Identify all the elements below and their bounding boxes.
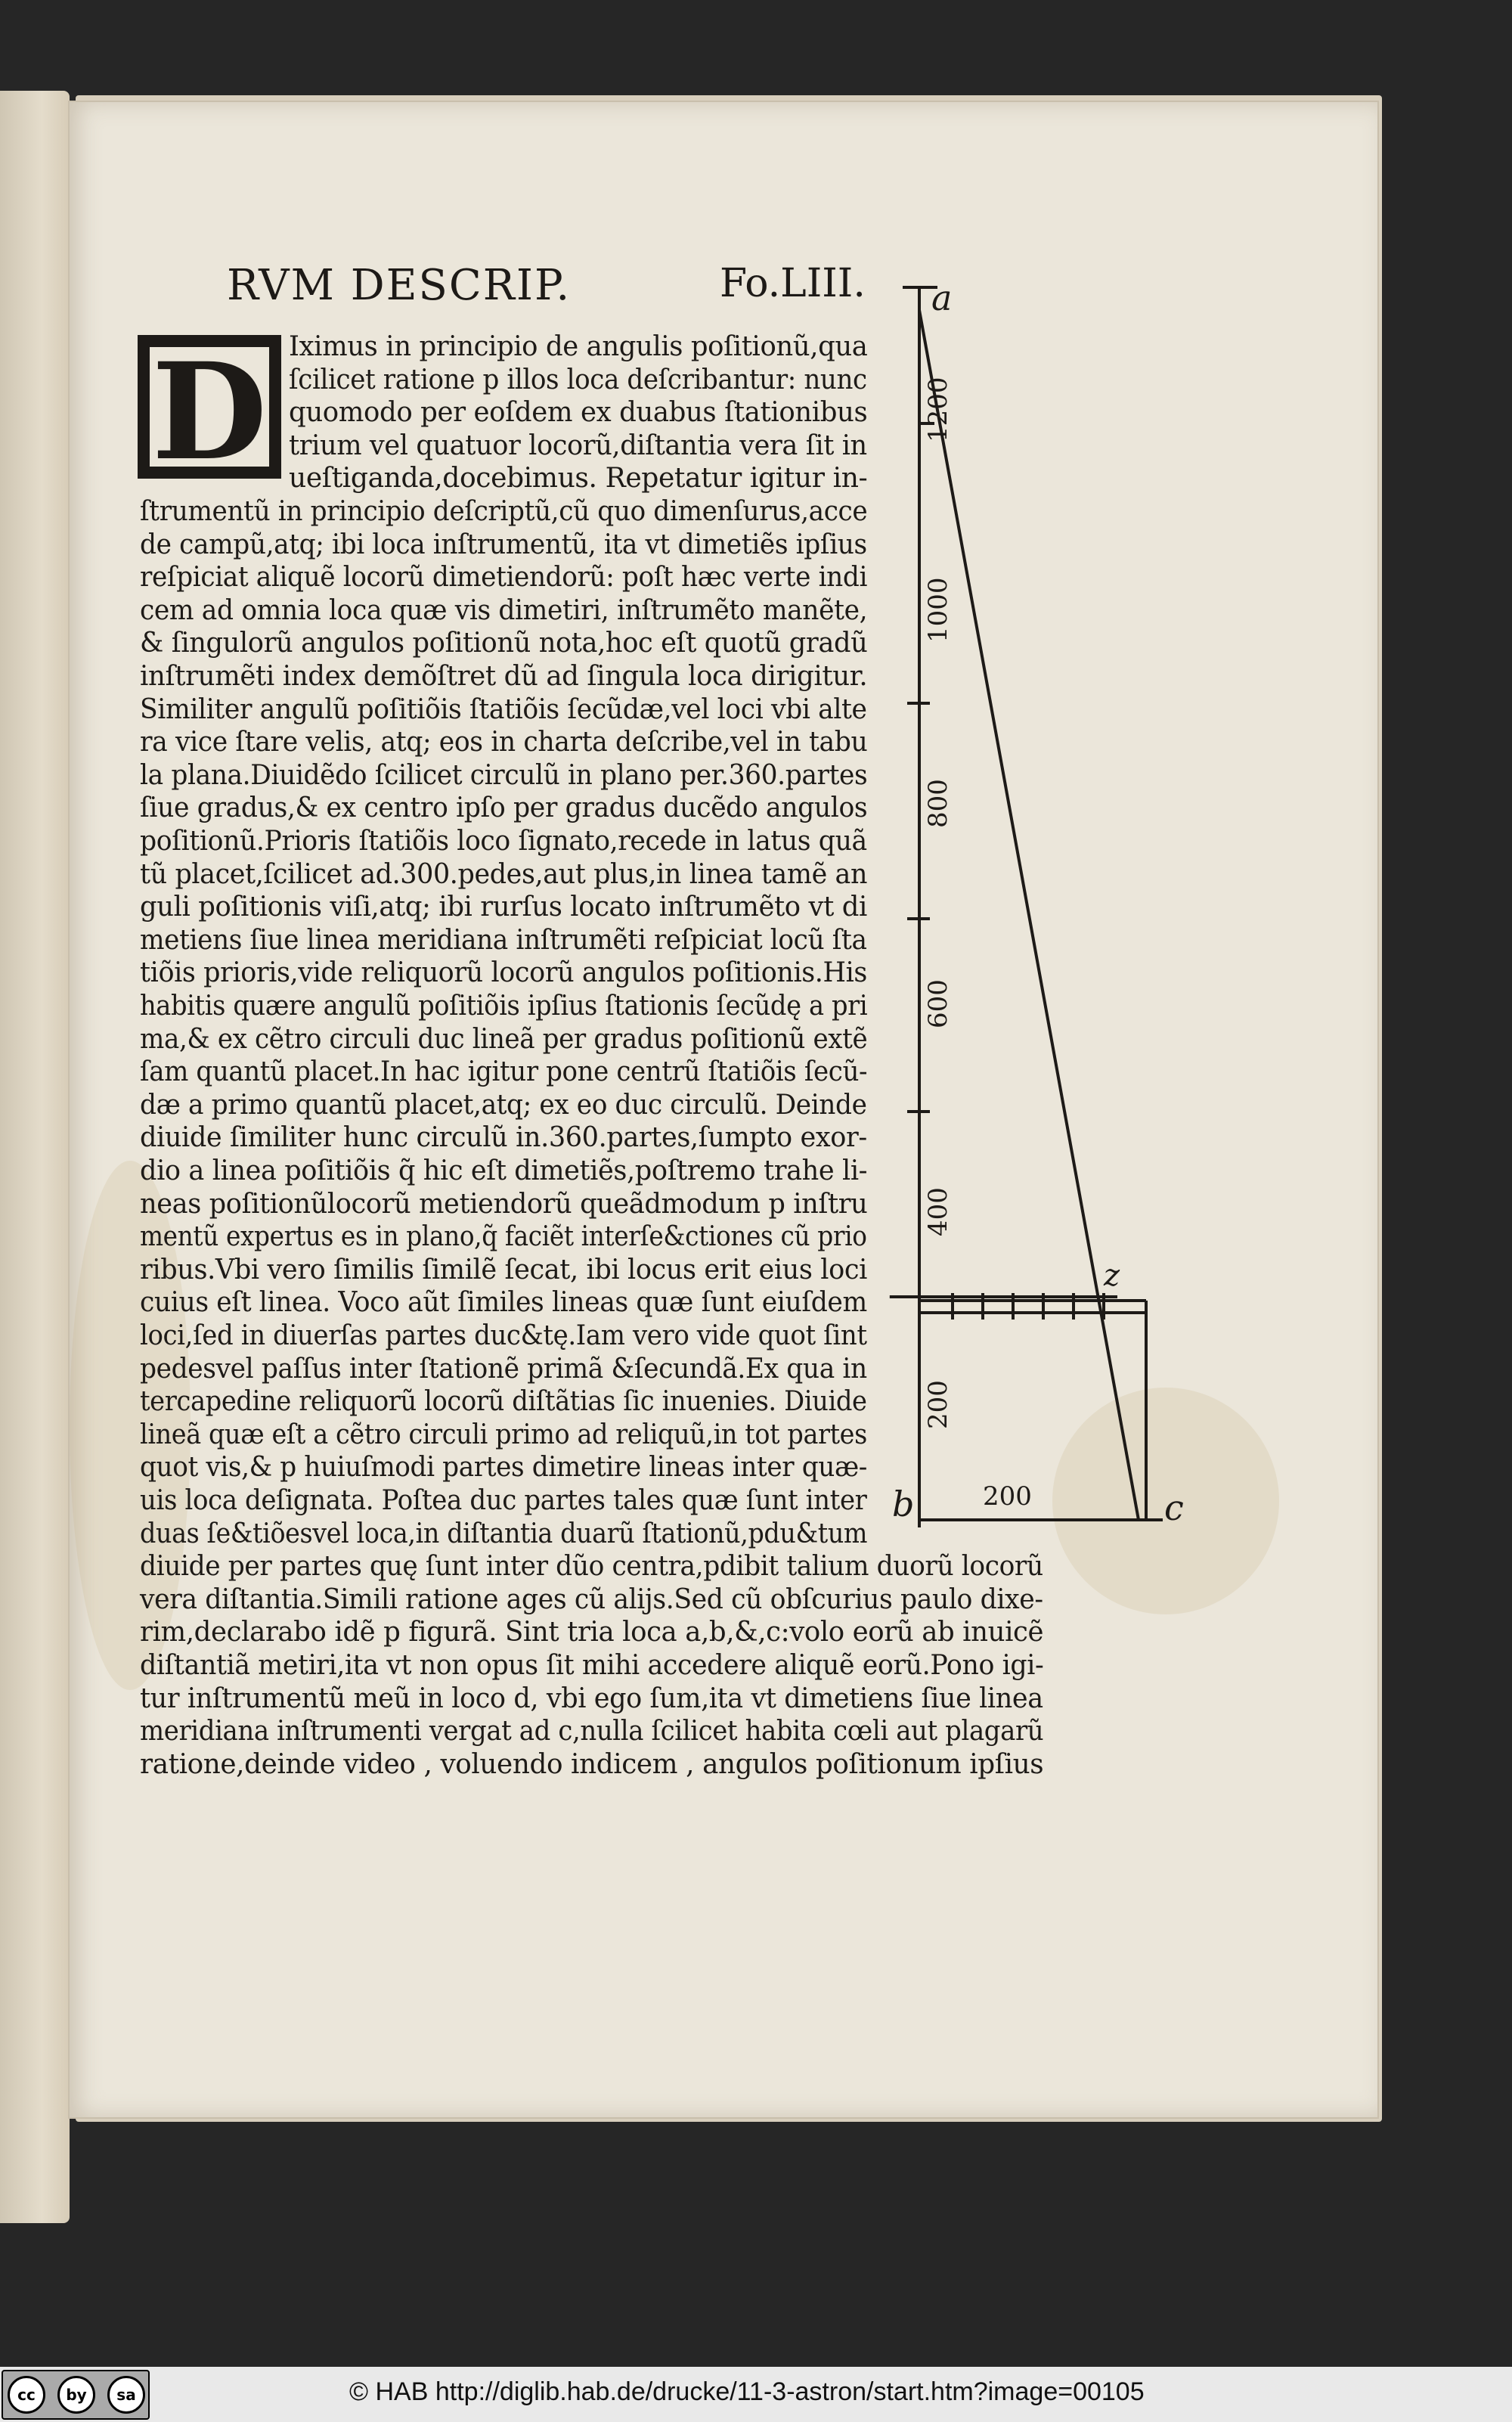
text-line: lineã quæ eſt a cẽtro circuli primo ad reliquũ,in tot partes: [140, 1419, 867, 1450]
label-b: b: [892, 1484, 915, 1524]
text-line: uis loca deſignata. Poſtea duc partes tales quæ ſunt inter: [140, 1485, 867, 1516]
text-line: metiens ſiue linea meridiana inſtrumẽti reſpiciat locũ ſta: [140, 924, 867, 956]
text-line: tercapedine reliquorũ locorũ diſtãtias ſic inuenies. Diuide: [140, 1386, 867, 1418]
scale-label-1200: 1200: [923, 377, 953, 442]
text-line: quomodo per eoſdem ex duabus ſtationibus: [289, 397, 868, 429]
text-line: pedesvel paſſus inter ſtationẽ primã &ſecundã.Ex qua in: [140, 1353, 867, 1385]
text-line: duas ſe&tiõesvel loca,in diſtantia duarũ ſtationũ,pdu&tum: [140, 1518, 868, 1549]
text-line: neas poſitionũlocorũ metiendorũ queãdmodum p inſtru: [140, 1188, 868, 1220]
cc-icon: cc: [8, 2376, 45, 2414]
text-line: diſtantiã metiri,ita vt non opus ſit mihi accedere aliquẽ eorũ.Pono igi-: [140, 1650, 1044, 1681]
scale-label-1000: 1000: [923, 577, 953, 643]
distance-diagram: [877, 272, 1210, 1550]
sight-line-a-c: [919, 310, 1139, 1520]
text-line: guli poſitionis viſi,atq; ibi rurſus locato inſtrumẽto vt di: [140, 892, 867, 923]
text-line: ſcilicet ratione p illos loca deſcribantur: nunc: [289, 364, 867, 395]
text-line: & ſingulorũ angulos poſitionũ nota,hoc eſt quotũ gradũ: [140, 628, 868, 659]
scale-label-800: 800: [923, 779, 953, 828]
text-line: dio a linea poſitiõis q̃ hic eſt dimetiẽs,poſtremo trahe li-: [140, 1155, 868, 1186]
scale-label-600: 600: [923, 979, 953, 1028]
text-line: cuius eſt linea. Voco aũt ſimiles lineas quæ ſunt eiuſdem: [140, 1287, 867, 1319]
facing-page-bleed: [5, 318, 57, 1906]
text-line: mentũ expertus es in plano,q̃ faciẽt interſe&ctiones cũ prio: [140, 1221, 867, 1253]
text-line: la plana.Diuidẽdo ſcilicet circulũ in plano per.360.partes: [140, 759, 868, 791]
text-line: tur inſtrumentũ meũ in loco d, vbi ego ſum,ita vt dimetiens ſiue linea: [140, 1682, 1043, 1714]
text-line: poſitionũ.Prioris ſtatiõis loco ſignato,recede in latus quã: [140, 826, 867, 857]
text-line: ſtrumentũ in principio deſcriptũ,cũ quo dimenſurus,acce: [140, 496, 868, 527]
text-line: habitis quære angulũ poſitiõis ipſius ſtationis ſecũdę a pri: [140, 991, 868, 1022]
text-line: reſpiciat aliquẽ locorũ dimetiendorũ: poſt hæc verte indi: [140, 562, 868, 594]
text-line: Iximus in principio de angulis poſitionũ,qua: [289, 331, 868, 362]
text-line: rim,declarabo idẽ p figurã. Sint tria loca a,b,&,c:volo eorũ ab inuicẽ: [140, 1617, 1044, 1648]
by-icon: by: [57, 2376, 95, 2414]
text-line: ueſtiganda,docebimus. Repetatur igitur in-: [289, 463, 868, 495]
attribution-text: © HAB http://diglib.hab.de/drucke/11-3-astron/start.htm?image=00105: [349, 2377, 1145, 2406]
label-z: z: [1104, 1258, 1120, 1293]
text-line: ſam quantũ placet.In hac igitur pone centrũ ſtatiõis ſecũ-: [140, 1056, 868, 1088]
facing-page-edge: [0, 91, 70, 2223]
text-line: meridiana inſtrumenti vergat ad c,nulla ſcilicet habita cœli aut plagarũ: [140, 1716, 1044, 1747]
text-line: ribus.Vbi vero ſimilis ſimilẽ ſecat, ibi locus erit eius loci: [140, 1254, 867, 1285]
scale-label-400: 400: [923, 1187, 953, 1236]
text-line: Similiter angulũ poſitiõis ſtatiõis ſecũdæ,vel loci vbi alte: [140, 693, 867, 725]
initial-letter: D: [151, 333, 268, 490]
text-line: cem ad omnia loca quæ vis dimetiri, inſtrumẽto manẽte,: [140, 594, 868, 626]
folio-number: Fo.LIII.: [720, 261, 866, 306]
label-c: c: [1164, 1487, 1184, 1528]
text-line: trium vel quatuor locorũ,diſtantia vera ſit in: [289, 430, 867, 461]
decorated-initial: [138, 333, 281, 490]
base-label-200: 200: [983, 1481, 1032, 1512]
text-line: tiõis prioris,vide reliquorũ locorũ angulos poſitionis.His: [140, 957, 867, 989]
text-line: ratione,deinde video , voluendo indicem , angulos poſitionum ipſius: [140, 1748, 1044, 1780]
text-line: vera diſtantia.Simili ratione ages cũ alijs.Sed cũ obſcurius paulo dixe-: [140, 1583, 1043, 1615]
scale-label-200: 200: [923, 1380, 953, 1429]
text-line: loci,ſed in diuerſas partes duc&tę.Iam vero vide quot ſint: [140, 1320, 867, 1351]
text-line: ma,& ex cẽtro circuli duc lineã per gradus poſitionũ extẽ: [140, 1023, 868, 1055]
text-line: ra vice ſtare velis, atq; eos in charta deſcribe,vel in tabu: [140, 727, 868, 758]
text-line: de campũ,atq; ibi loca inſtrumentũ, ita vt dimetiẽs ipſius: [140, 529, 867, 560]
running-head: RVM DESCRIP.: [227, 261, 572, 310]
license-badge[interactable]: [2, 2370, 150, 2420]
text-line: dæ a primo quantũ placet,atq; ex eo duc circulũ. Deinde: [140, 1089, 867, 1121]
text-line: diuide per partes quę ſunt inter dũo centra,pdibit talium duorũ locorũ: [140, 1551, 1043, 1583]
text-line: ſiue gradus,& ex centro ipſo per gradus ducẽdo angulos: [140, 792, 868, 824]
text-line: diuide ſimiliter hunc circulũ in.360.partes,ſumpto exor-: [140, 1122, 867, 1154]
text-line: inſtrumẽti index demõſtret dũ ad ſingula loca dirigitur.: [140, 661, 868, 692]
text-line: quot vis,& p huiuſmodi partes dimetire lineas inter quæ-: [140, 1452, 867, 1484]
sa-icon: sa: [107, 2376, 145, 2414]
label-a: a: [931, 278, 953, 318]
text-line: tũ placet,ſcilicet ad.300.pedes,aut plus,in linea tamẽ an: [140, 858, 868, 890]
